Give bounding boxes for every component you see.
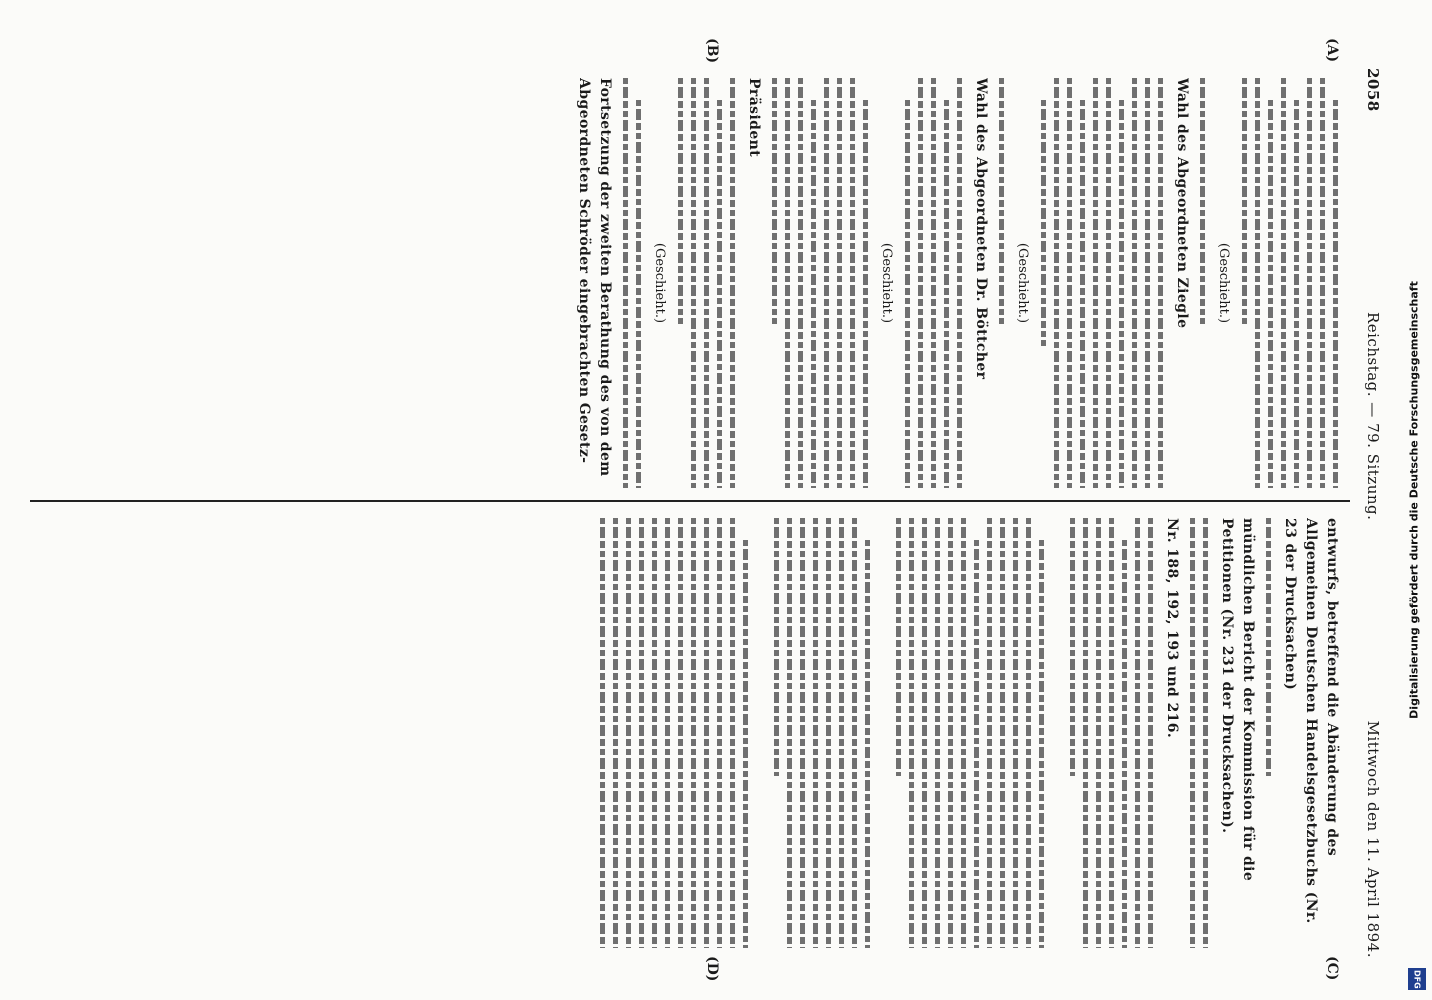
text-line	[1320, 78, 1325, 488]
text-line	[1041, 100, 1046, 346]
text-line	[813, 518, 818, 948]
text-line	[918, 78, 923, 488]
text-line	[678, 78, 683, 324]
text-line	[837, 78, 842, 488]
text-line	[865, 540, 870, 948]
text-line	[678, 518, 683, 948]
text-line	[652, 518, 657, 948]
text-line	[1307, 78, 1312, 488]
text-line	[931, 78, 936, 488]
margin-letter-d: (D)	[704, 956, 720, 982]
text-line	[850, 78, 855, 488]
text-line	[730, 518, 735, 948]
text-line	[863, 100, 868, 488]
text-line	[1096, 518, 1101, 948]
section-heading: Präsident	[746, 78, 762, 158]
text-line	[826, 518, 831, 948]
text-line	[798, 78, 803, 488]
text-line	[1333, 100, 1338, 488]
page-number: 2058	[1364, 68, 1382, 112]
section-heading: Wahl des Abgeordneten Dr. Böttcher	[973, 78, 989, 380]
spacer	[878, 518, 888, 948]
text-line	[1148, 518, 1153, 948]
text-line	[1013, 518, 1018, 948]
text-line	[1054, 78, 1059, 488]
text-line	[1070, 518, 1075, 776]
text-line	[1294, 100, 1299, 488]
text-line	[987, 518, 992, 948]
text-line	[1083, 518, 1088, 948]
text-line	[1203, 518, 1208, 948]
text-line	[1158, 78, 1163, 488]
text-line	[905, 100, 910, 488]
text-line	[1067, 78, 1072, 488]
text-line	[922, 518, 927, 948]
text-line	[1026, 518, 1031, 948]
text-line	[839, 518, 844, 948]
text-line	[800, 518, 805, 948]
left-column	[26, 78, 1346, 488]
section-heading: Nr. 188, 192, 193 und 216.	[1164, 518, 1180, 739]
note: (Geschieht.)	[1216, 242, 1231, 324]
text-line	[999, 78, 1004, 324]
spacer	[1052, 518, 1062, 948]
section-heading: Fortsetzung der zweiten Berathung des von dem Abgeordneten Schröder eingebrachten Gesetz-	[576, 78, 613, 477]
text-line	[704, 518, 709, 948]
text-line	[824, 78, 829, 488]
text-line	[961, 518, 966, 948]
text-line	[636, 100, 641, 488]
section-heading: mündlichen Bericht der Kommission für die Petitionen (Nr. 231 der Drucksachen).	[1219, 518, 1256, 882]
text-line	[730, 78, 735, 488]
digitization-footer	[1398, 0, 1430, 1000]
running-head	[1356, 68, 1390, 958]
margin-letter-b: (B)	[704, 38, 720, 64]
running-head-date: Mittwoch den 11. April 1894.	[1364, 720, 1382, 958]
column-divider	[30, 500, 1350, 502]
text-line	[639, 518, 644, 948]
text-line	[691, 78, 696, 488]
right-column	[26, 518, 1346, 948]
text-line	[1135, 518, 1140, 948]
text-line	[1255, 78, 1260, 488]
text-line	[1242, 78, 1247, 324]
text-line	[772, 78, 777, 324]
text-line	[1266, 518, 1271, 776]
text-line	[1000, 518, 1005, 948]
section-heading: Wahl des Abgeordneten Ziegle	[1174, 78, 1190, 329]
text-line	[957, 78, 962, 488]
running-head-center: Reichstag. — 79. Sitzung.	[1364, 311, 1382, 521]
text-line	[1145, 78, 1150, 488]
spacer	[756, 518, 766, 948]
text-line	[613, 518, 618, 948]
text-line	[1132, 78, 1137, 488]
margin-letter-a: (A)	[1324, 38, 1340, 63]
text-line	[743, 540, 748, 948]
text-line	[717, 100, 722, 488]
note: (Geschieht.)	[879, 242, 894, 324]
text-line	[1190, 518, 1195, 948]
text-line	[1109, 518, 1114, 948]
text-line	[935, 518, 940, 948]
dfg-logo-icon: DFG	[1408, 968, 1426, 990]
rotated-page-content	[10, 8, 1410, 988]
text-line	[1106, 78, 1111, 488]
text-line	[909, 518, 914, 948]
note: (Geschieht.)	[1015, 242, 1030, 324]
text-line	[785, 78, 790, 488]
text-line	[1122, 540, 1127, 948]
text-line	[623, 78, 628, 488]
text-line	[811, 100, 816, 488]
text-line	[600, 518, 605, 948]
text-line	[1119, 100, 1124, 488]
text-line	[704, 78, 709, 488]
note: (Geschieht.)	[652, 242, 667, 324]
text-line	[1039, 540, 1044, 948]
text-line	[626, 518, 631, 948]
text-line	[665, 518, 670, 948]
text-line	[1281, 78, 1286, 488]
text-line	[1093, 78, 1098, 488]
text-line	[852, 518, 857, 948]
text-line	[948, 518, 953, 948]
text-line	[717, 518, 722, 948]
text-line	[774, 518, 779, 776]
text-line	[1200, 78, 1205, 324]
margin-letter-c: (C)	[1324, 956, 1340, 981]
section-heading: entwurfs, betreffend die Abänderung des Allgemeinen Deutschen Handelsgesetzbuchs (Nr. 23 der Drucksachen)	[1282, 518, 1340, 924]
text-line	[691, 518, 696, 948]
text-line	[974, 540, 979, 948]
text-line	[787, 518, 792, 948]
text-line	[944, 100, 949, 488]
text-line	[896, 518, 901, 776]
text-line	[1268, 100, 1273, 488]
text-line	[1080, 100, 1085, 488]
footer-text: Digitalisierung gefördert durch die Deutsche Forschungsgemeinschaft	[1407, 281, 1421, 719]
